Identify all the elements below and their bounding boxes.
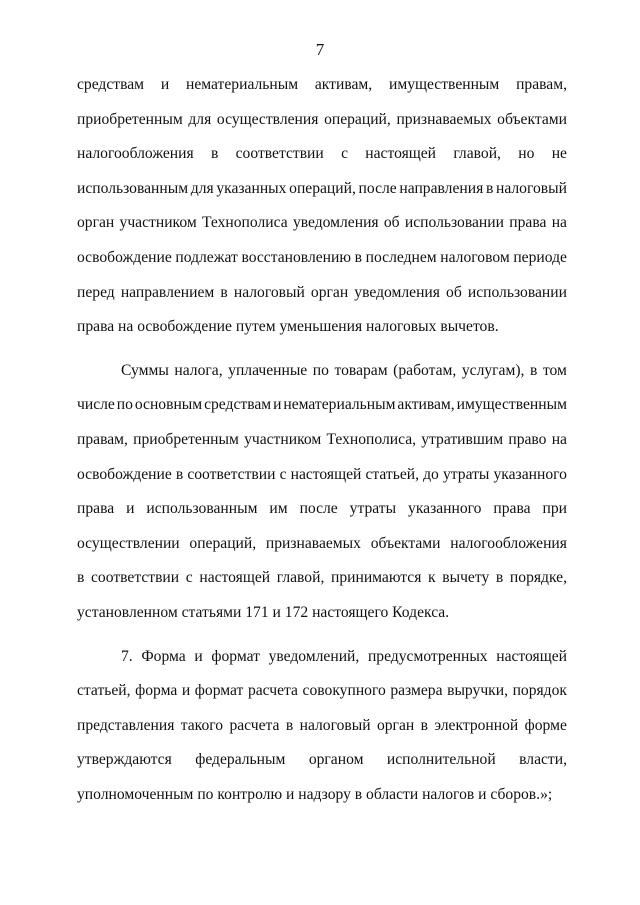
word: 7.	[121, 647, 133, 665]
word: активам,	[397, 396, 455, 414]
word: услугам),	[461, 361, 525, 379]
word: порядок	[512, 682, 567, 700]
word: (работам,	[393, 361, 457, 379]
word: в	[530, 361, 538, 379]
word: с	[279, 465, 287, 483]
word: и	[194, 647, 203, 665]
text-line	[77, 137, 567, 172]
word: утратившим	[421, 430, 504, 448]
word: признаваемых	[396, 110, 492, 128]
word: нематериальным	[283, 396, 396, 414]
text-line	[77, 103, 567, 138]
word: в	[77, 569, 85, 587]
word: объектами	[497, 110, 567, 128]
text-line	[77, 354, 567, 389]
word: с	[185, 569, 193, 587]
word: но	[518, 145, 535, 163]
word: указанного	[408, 500, 482, 518]
word: в	[175, 465, 184, 483]
word: форма	[135, 682, 178, 700]
word: формат	[211, 647, 260, 665]
word: том	[542, 361, 567, 379]
word: нематериальным	[186, 76, 299, 93]
text-line	[77, 241, 567, 276]
word: до	[423, 465, 439, 483]
word: средствам	[77, 76, 145, 93]
word: статьей,	[77, 682, 131, 700]
word: об	[446, 283, 462, 301]
word: выручки,	[447, 682, 508, 700]
word: приобретенным	[133, 430, 239, 448]
word: осуществления	[216, 110, 319, 128]
word: вычету	[442, 569, 490, 587]
text-line	[77, 527, 567, 562]
word: по	[116, 396, 133, 414]
word: освобождение	[77, 465, 172, 483]
word: соответствии	[91, 569, 180, 587]
word: для	[190, 179, 214, 197]
word: Форма	[141, 647, 186, 665]
text-line	[77, 68, 567, 103]
word: уведомления	[354, 283, 440, 301]
text-line	[77, 276, 567, 311]
word: направления	[399, 179, 484, 197]
word: утверждаются	[77, 751, 172, 769]
word: настоящей	[199, 569, 271, 587]
word: право	[508, 430, 547, 448]
word: главой,	[453, 145, 501, 163]
word: им	[269, 500, 288, 518]
word: такого	[180, 716, 224, 734]
word: активам,	[314, 76, 373, 93]
word: электронной	[434, 716, 519, 734]
word: предусмотренных	[367, 647, 488, 665]
paragraph-item-7	[77, 640, 567, 813]
word: правам,	[77, 430, 128, 448]
word: числе	[77, 396, 115, 414]
text-line	[77, 492, 567, 527]
word: восстановлению	[241, 248, 351, 266]
paragraph-continuation	[77, 68, 567, 345]
word: осуществлении	[77, 534, 180, 552]
text-line	[77, 388, 567, 423]
word: Суммы	[121, 361, 169, 379]
word: настоящей	[365, 145, 437, 163]
word: имущественным	[456, 396, 567, 414]
word: признаваемых	[265, 534, 361, 552]
word: орган	[77, 214, 115, 232]
word: указанных	[216, 179, 287, 197]
word: налога,	[174, 361, 223, 379]
text-line	[77, 640, 567, 675]
word: и	[160, 76, 170, 93]
word: направлением	[120, 283, 215, 301]
word: настоящей	[290, 465, 362, 483]
word: для	[188, 110, 212, 128]
word: имущественным	[388, 76, 500, 93]
word: соответствии	[187, 465, 276, 483]
text-line	[77, 674, 567, 709]
word: налоговый	[233, 283, 305, 301]
text-line: права на освобождение путем уменьшения налоговых вычетов.	[77, 318, 499, 336]
word: в	[285, 716, 294, 734]
word: расчета	[247, 682, 298, 700]
paragraph-gap	[77, 345, 567, 354]
word: последнем	[365, 248, 437, 266]
word: налогообложения	[450, 534, 567, 552]
text-line	[77, 423, 567, 458]
word: статьей,	[365, 465, 420, 483]
word: в	[485, 179, 494, 197]
word: утраты	[349, 500, 397, 518]
word: в	[210, 145, 219, 163]
word: в	[354, 248, 362, 266]
word: об	[383, 214, 400, 232]
word: формат	[194, 682, 244, 700]
word: операций,	[324, 110, 391, 128]
word: указанного	[493, 465, 567, 483]
word: принимаются	[330, 569, 422, 587]
word: Технополиса,	[326, 430, 417, 448]
word: и	[273, 396, 282, 414]
word: Технополиса	[201, 214, 288, 232]
word: не	[551, 145, 567, 163]
word: товарам	[334, 361, 388, 379]
word: уведомления	[292, 214, 379, 232]
word: подлежат	[175, 248, 238, 266]
word: участником	[244, 430, 322, 448]
word: после	[299, 500, 338, 518]
text-line	[77, 709, 567, 744]
word: налоговый	[299, 716, 371, 734]
word: и	[126, 500, 135, 518]
text-line	[77, 561, 567, 596]
word: по	[312, 361, 329, 379]
word: расчета	[229, 716, 280, 734]
word: использованным	[146, 500, 258, 518]
word: налоговом	[440, 248, 510, 266]
word: участником	[119, 214, 197, 232]
word: права	[77, 500, 115, 518]
word: права	[493, 500, 531, 518]
text-line	[77, 172, 567, 207]
word: операций,	[289, 179, 356, 197]
word: правам,	[516, 76, 567, 93]
word: освобождение	[77, 248, 172, 266]
word: орган	[376, 716, 415, 734]
word: форме	[524, 716, 567, 734]
word: перед	[77, 283, 115, 301]
word: налоговый	[496, 179, 567, 197]
word: объектами	[370, 534, 441, 552]
word: средствам	[204, 396, 272, 414]
word: к	[428, 569, 436, 587]
word: периоде	[513, 248, 567, 266]
word: власти,	[519, 751, 567, 769]
paragraph-tax-sums	[77, 354, 567, 631]
word: размера	[390, 682, 443, 700]
word: утраты	[442, 465, 490, 483]
page-number: 7	[315, 40, 325, 59]
word: представления	[77, 716, 175, 734]
word: уплаченные	[228, 361, 308, 379]
word: соответствии	[235, 145, 324, 163]
word: операций,	[189, 534, 257, 552]
word: после	[358, 179, 397, 197]
word: права	[509, 214, 547, 232]
word: порядке,	[509, 569, 567, 587]
word: главой,	[276, 569, 325, 587]
word: использовании	[467, 283, 567, 301]
word: уведомлений,	[268, 647, 360, 665]
word: при	[542, 500, 567, 518]
document-body	[77, 68, 567, 812]
word: с	[341, 145, 348, 163]
word: использованным	[77, 179, 189, 197]
word: в	[495, 569, 504, 587]
paragraph-gap	[77, 631, 567, 640]
word: и	[181, 682, 191, 700]
word: на	[551, 214, 567, 232]
word: на	[551, 430, 567, 448]
word: в	[420, 716, 428, 734]
text-line	[77, 458, 567, 493]
text-line	[77, 206, 567, 241]
text-line	[77, 743, 567, 778]
word: использовании	[404, 214, 504, 232]
text-line: уполномоченным по контролю и надзору в области налогов и сборов.»;	[77, 785, 553, 803]
word: органом	[308, 751, 364, 769]
word: исполнительной	[386, 751, 496, 769]
word: настоящей	[496, 647, 567, 665]
word: приобретенным	[77, 110, 183, 128]
word: совокупного	[302, 682, 386, 700]
word: основным	[134, 396, 203, 414]
word: федеральным	[195, 751, 286, 769]
text-line: установленном статьями 171 и 172 настоящего Кодекса.	[77, 603, 450, 621]
word: в	[220, 283, 228, 301]
word: орган	[310, 283, 349, 301]
word: налогообложения	[77, 145, 194, 163]
